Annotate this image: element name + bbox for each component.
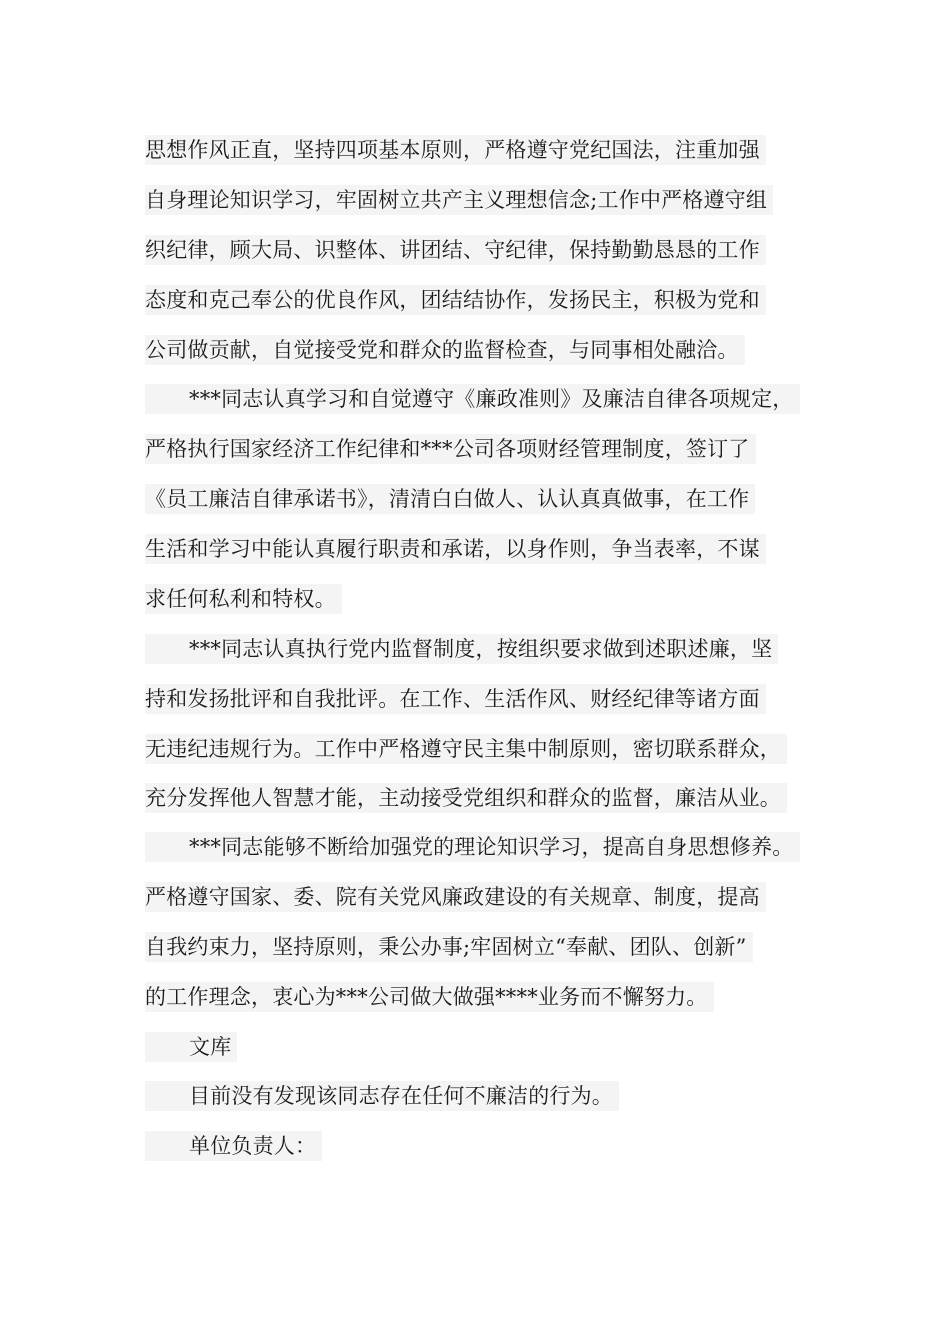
text-line	[145, 534, 766, 564]
line-text: 的工作理念，衷心为***公司做大做强****业务而不懈努力。	[145, 985, 708, 1009]
line-text: 严格遵守国家、委、院有关党风廉政建设的有关规章、制度，提高	[145, 885, 760, 909]
text-line	[145, 434, 756, 464]
paragraph-indent	[145, 832, 189, 862]
line-text: 《员工廉洁自律承诺书》，清清白白做人、认认真真做事，在工作	[145, 487, 750, 511]
line-text: ***同志认真学习和自觉遵守《廉政准则》及廉洁自律各项规定，	[189, 387, 794, 411]
text-line-indented	[145, 384, 800, 414]
line-text: 态度和克己奉公的优良作风，团结结协作，发扬民主，积极为党和	[145, 288, 760, 312]
line-text: 自身理论知识学习，牢固树立共产主义理想信念;工作中严格遵守组	[145, 188, 768, 212]
text-line	[145, 135, 766, 165]
text-line	[145, 684, 766, 714]
line-text: 持和发扬批评和自我批评。在工作、生活作风、财经纪律等诸方面	[145, 687, 760, 711]
line-text: 充分发挥他人智慧才能，主动接受党组织和群众的监督，廉洁从业。	[145, 786, 781, 810]
text-line	[145, 285, 766, 315]
text-line-indented	[145, 1032, 237, 1062]
text-line	[145, 584, 342, 614]
line-text: 文库	[189, 1035, 232, 1059]
text-line	[145, 882, 766, 912]
text-line	[145, 335, 745, 365]
line-text: 织纪律，顾大局、识整体、讲团结、守纪律，保持勤勤恳恳的工作	[145, 238, 760, 262]
signature-label: 单位负责人：	[189, 1134, 317, 1158]
text-line	[145, 484, 755, 514]
paragraph-indent	[145, 1032, 189, 1062]
line-text: 公司做贡献，自觉接受党和群众的监督检查，与同事相处融洽。	[145, 338, 739, 362]
line-text: 生活和学习中能认真履行职责和承诺，以身作则，争当表率，不谋	[145, 537, 760, 561]
line-text: 目前没有发现该同志存在任何不廉洁的行为。	[189, 1084, 613, 1108]
text-line-indented	[145, 832, 800, 862]
text-line	[145, 982, 714, 1012]
text-line	[145, 235, 766, 265]
line-text: 无违纪违规行为。工作中严格遵守民主集中制原则，密切联系群众，	[145, 737, 781, 761]
line-text: 严格执行国家经济工作纪律和***公司各项财经管理制度，签订了	[145, 437, 750, 461]
line-text: ***同志能够不断给加强党的理论知识学习，提高自身思想修养。	[189, 835, 794, 859]
line-text: 思想作风正直，坚持四项基本原则，严格遵守党纪国法，注重加强	[145, 138, 760, 162]
paragraph-indent	[145, 634, 189, 664]
signature-label-line	[145, 1131, 322, 1161]
line-text: 求任何私利和特权。	[145, 587, 336, 611]
paragraph-indent	[145, 1081, 189, 1111]
text-line-indented	[145, 1081, 619, 1111]
text-line	[145, 783, 787, 813]
line-text: ***同志认真执行党内监督制度，按组织要求做到述职述廉，坚	[189, 637, 773, 661]
paragraph-indent	[145, 384, 189, 414]
text-line-indented	[145, 634, 778, 664]
paragraph-indent	[145, 1131, 189, 1161]
line-text: 自我约束力，坚持原则，秉公办事;牢固树立“奉献、团队、创新”	[145, 935, 747, 959]
text-line	[145, 734, 787, 764]
text-line	[145, 932, 753, 962]
text-line	[145, 185, 773, 215]
